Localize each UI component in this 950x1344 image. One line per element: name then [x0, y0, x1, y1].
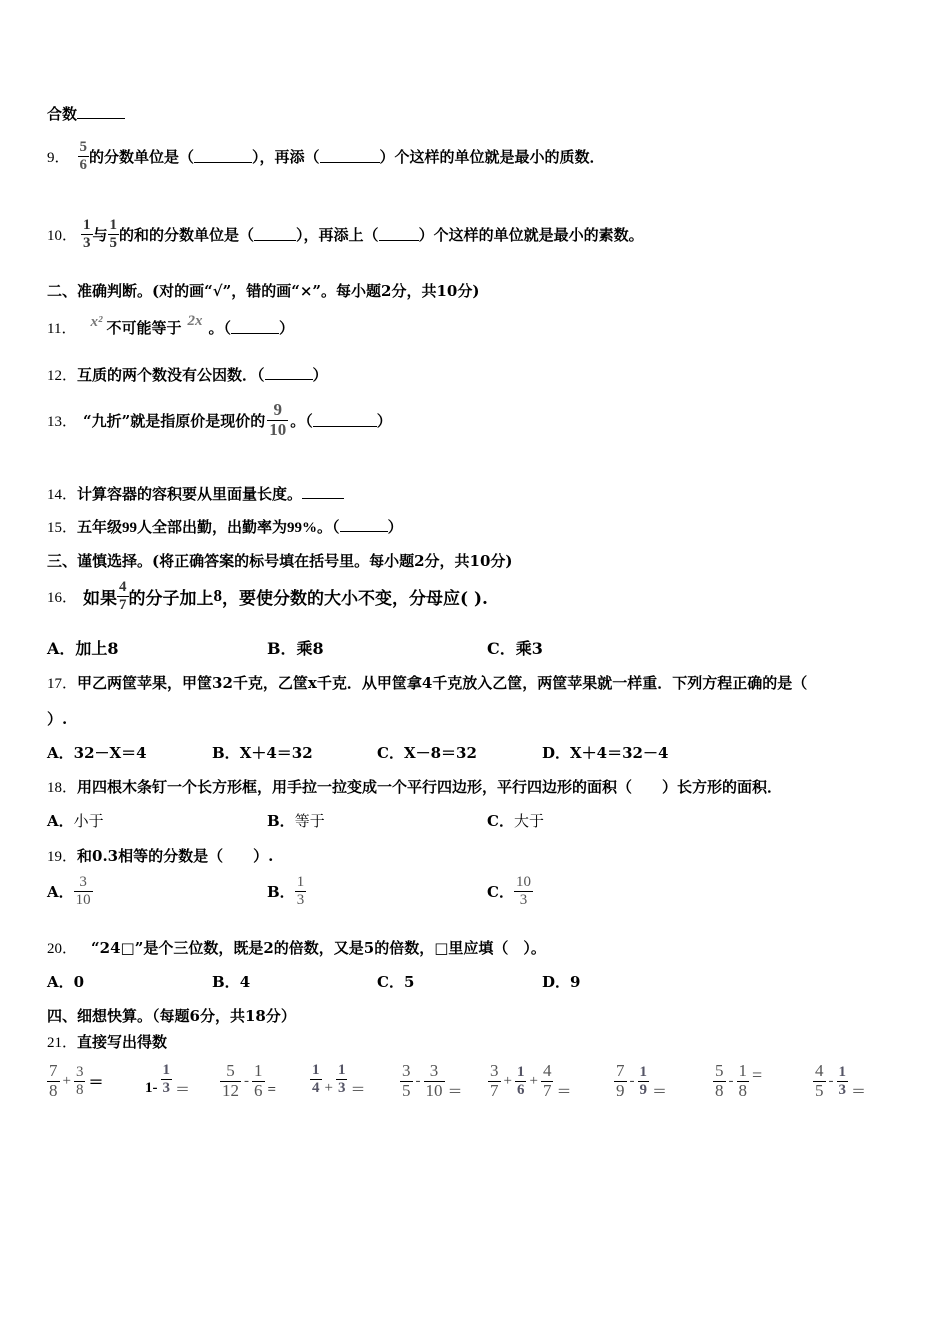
fraction-10-3	[514, 874, 533, 908]
equals-sign: ＝	[447, 1083, 463, 1100]
denominator: 3	[162, 1079, 170, 1096]
q12-text: 互质的两个数没有公因数．（	[77, 366, 265, 384]
fraction	[813, 1062, 826, 1100]
option-label: D．	[542, 744, 571, 762]
fraction-9-10	[267, 401, 288, 439]
option-c[interactable]	[377, 742, 477, 763]
numerator: 1	[639, 1064, 647, 1081]
option-value: 等于	[294, 812, 325, 830]
fraction-1-5	[108, 217, 120, 251]
question-21	[47, 1031, 167, 1052]
option-c[interactable]	[487, 810, 544, 831]
answer-blank[interactable]	[320, 149, 380, 164]
q10-mid: 与	[92, 225, 108, 244]
q16-text-1: 如果	[83, 588, 118, 609]
option-label: B．	[267, 882, 295, 901]
question-number: 20．	[47, 941, 78, 957]
option-label: B．	[212, 744, 240, 762]
equals-sign: ＝	[88, 1074, 104, 1091]
question-15	[47, 516, 403, 537]
q19-text: 和0.3相等的分数是（ ）.	[77, 847, 274, 865]
denominator: 12	[222, 1080, 239, 1100]
q17-line-1: 甲乙两筐苹果，甲筐32千克，乙筐x千克．从甲筐拿4千克放入乙筐，两筐苹果就一样重．下列方程正确的是（	[77, 674, 808, 692]
fraction	[488, 1062, 501, 1100]
expression-x-squared: x²	[90, 313, 103, 330]
equals-sign: ＝	[851, 1083, 867, 1100]
q10-text-1: 的和的分数单位是（	[119, 225, 255, 244]
option-value: 4	[239, 973, 251, 991]
option-value: 32－X＝4	[73, 744, 147, 762]
numerator: 1	[516, 1064, 525, 1081]
q15-text-1: 五年级	[77, 518, 123, 536]
q13-text-1: “九折”就是指原价是现价的	[83, 411, 266, 430]
answer-blank[interactable]	[302, 485, 344, 500]
option-value: 9	[570, 973, 581, 991]
option-value: X＋4＝32－4	[570, 744, 669, 762]
option-c[interactable]	[487, 636, 543, 659]
calc-item-6	[488, 1062, 571, 1100]
option-b[interactable]	[267, 870, 306, 912]
calc-item-5	[400, 1062, 463, 1100]
answer-blank[interactable]	[77, 105, 125, 120]
numerator: 5	[226, 1061, 235, 1080]
numerator: 7	[616, 1061, 625, 1080]
expression-2x: 2x	[187, 312, 203, 329]
section-4-heading: 四、细想快算。（每题6分，共18分）	[47, 1007, 296, 1025]
q13-text-2: 。（	[290, 411, 313, 430]
fraction	[336, 1062, 348, 1096]
option-label: D．	[542, 973, 571, 991]
numerator: 4	[815, 1061, 824, 1080]
option-label: C．	[377, 973, 404, 991]
operator: -	[828, 1072, 834, 1089]
q15-percent: 99%	[287, 520, 318, 536]
q15-text-3: 。（	[317, 518, 340, 536]
section-2-heading: 二、准确判断。(对的画“√”，错的画“×”。每小题2分，共10分)	[47, 282, 480, 300]
q11-text-1: 不可能等于	[106, 318, 182, 337]
option-b[interactable]	[212, 742, 313, 763]
equals-sign: =	[752, 1064, 763, 1085]
fraction-4-7	[117, 579, 129, 613]
operator: -	[415, 1072, 421, 1089]
denominator: 10	[75, 891, 91, 908]
q9-text-2: ），再添（	[252, 147, 320, 166]
numerator: 1	[162, 1062, 170, 1078]
denominator: 6	[254, 1080, 263, 1100]
option-value: X－8＝32	[403, 744, 477, 762]
denominator: 4	[312, 1079, 320, 1096]
question-13	[47, 396, 392, 444]
calc-item-2	[145, 1062, 190, 1096]
fraction	[161, 1062, 173, 1096]
option-label: C．	[487, 882, 514, 901]
numerator: 3	[429, 1061, 439, 1080]
denominator: 8	[75, 1081, 84, 1098]
fraction-3-10	[74, 874, 93, 908]
fraction	[713, 1062, 726, 1100]
fraction	[541, 1062, 554, 1100]
denominator: 3	[83, 234, 91, 251]
q16-text-3: ，要使分数的大小不变，分母应( ).	[222, 588, 488, 609]
calc-item-9	[813, 1062, 866, 1100]
numerator: 3	[79, 874, 87, 890]
numerator: 7	[49, 1061, 58, 1080]
option-a[interactable]	[47, 810, 104, 831]
fraction-5-6	[78, 139, 90, 173]
denominator: 6	[79, 156, 88, 173]
numerator: 4	[542, 1061, 552, 1080]
answer-blank[interactable]	[231, 320, 279, 335]
option-d[interactable]	[542, 742, 668, 763]
question-18	[47, 776, 782, 797]
question-number: 15．	[47, 520, 78, 536]
question-number: 19．	[47, 849, 78, 865]
option-a[interactable]	[47, 636, 119, 659]
question-19	[47, 845, 273, 866]
calc-item-4	[310, 1062, 365, 1096]
option-label: A．	[47, 812, 74, 830]
numerator: 3	[490, 1061, 499, 1080]
option-label: A．	[47, 882, 74, 901]
fraction	[424, 1062, 445, 1100]
question-number: 14．	[47, 487, 78, 503]
q15-number: 99	[122, 520, 138, 536]
option-c[interactable]	[487, 870, 533, 912]
option-value: 乘8	[296, 639, 324, 658]
question-17	[47, 672, 807, 693]
option-label: C．	[487, 639, 516, 658]
option-a[interactable]	[47, 870, 93, 912]
option-value: 大于	[513, 812, 544, 830]
q13-text-3: ）	[376, 411, 392, 430]
denominator: 5	[109, 234, 118, 251]
q9-text-1: 的分数单位是（	[89, 147, 195, 166]
answer-blank[interactable]	[265, 366, 313, 381]
denominator: 5	[402, 1080, 411, 1100]
question-number: 13．	[47, 413, 78, 430]
question-number: 10．	[47, 227, 78, 244]
option-value: 5	[403, 973, 415, 991]
equals-sign: ＝	[350, 1081, 366, 1098]
fraction	[47, 1062, 60, 1100]
fraction	[638, 1064, 650, 1098]
option-value: 0	[73, 973, 85, 991]
q11-text-3: ）	[278, 318, 294, 337]
fraction	[220, 1062, 241, 1100]
option-b[interactable]	[212, 971, 250, 992]
fraction	[74, 1064, 86, 1098]
operator: -	[629, 1072, 635, 1089]
denominator: 7	[490, 1080, 499, 1100]
denominator: 3	[838, 1081, 846, 1098]
answer-blank[interactable]	[379, 227, 419, 242]
question-number: 9．	[47, 149, 70, 166]
denominator: 3	[296, 891, 305, 908]
q15-text-2: 人全部出勤，出勤率为	[137, 518, 288, 536]
numerator: 1	[109, 217, 118, 233]
denominator: 8	[49, 1080, 58, 1100]
fraction-1-3	[81, 217, 93, 251]
q8-tail	[47, 103, 125, 124]
q16-text-2: 的分子加上	[128, 588, 214, 609]
denominator: 10	[269, 419, 287, 439]
option-value: 乘3	[515, 639, 543, 658]
option-label: B．	[212, 973, 240, 991]
section-3-heading: 三、谨慎选择。(将正确答案的标号填在括号里。每小题2分，共10分)	[47, 552, 513, 570]
equals-sign: ＝	[652, 1083, 668, 1100]
fraction	[837, 1064, 849, 1098]
question-16	[47, 570, 488, 622]
numerator: 5	[79, 139, 88, 155]
q10-text-3: ）个这样的单位就是最小的素数。	[418, 225, 644, 244]
option-label: C．	[487, 812, 514, 830]
denominator: 8	[738, 1080, 747, 1100]
q20-text: “24□”是个三位数，既是2的倍数，又是5的倍数，□里应填（ ）。	[91, 939, 546, 957]
question-number: 11．	[47, 320, 77, 337]
q21-text: 直接写出得数	[77, 1033, 168, 1051]
answer-blank[interactable]	[340, 518, 388, 533]
numerator: 3	[402, 1061, 411, 1080]
calc-item-7	[614, 1062, 667, 1100]
operator: +	[62, 1072, 71, 1089]
option-label: A．	[47, 744, 74, 762]
question-number: 16．	[47, 589, 78, 606]
question-17-line-2: ）.	[47, 710, 68, 728]
equals-sign: ＝	[556, 1083, 572, 1100]
denominator: 8	[715, 1080, 724, 1100]
q16-number: 8	[213, 586, 223, 605]
equals-sign: ＝	[175, 1081, 191, 1098]
option-label: C．	[377, 744, 404, 762]
numerator: 4	[119, 579, 127, 595]
option-c[interactable]	[377, 971, 414, 992]
equals-sign: =	[267, 1081, 276, 1098]
option-label: B．	[267, 812, 295, 830]
question-9	[47, 136, 605, 176]
numerator: 1	[738, 1061, 747, 1080]
question-12	[47, 364, 328, 385]
option-a[interactable]	[47, 971, 84, 992]
calc-item-3	[220, 1062, 276, 1100]
option-b[interactable]	[267, 810, 325, 831]
fraction-1-3	[295, 874, 307, 908]
denominator: 7	[119, 596, 127, 613]
denominator: 5	[815, 1080, 824, 1100]
q14-text: 计算容器的容积要从里面量长度。	[77, 485, 303, 503]
question-number: 21．	[47, 1035, 78, 1051]
numerator: 5	[715, 1061, 724, 1080]
q12-text-2: ）	[312, 366, 328, 384]
numerator: 10	[515, 874, 531, 890]
numerator: 1	[312, 1062, 320, 1078]
fraction	[515, 1064, 527, 1098]
denominator: 6	[516, 1081, 525, 1098]
numerator: 1	[254, 1061, 263, 1080]
denominator: 10	[425, 1080, 443, 1100]
operator: +	[503, 1072, 512, 1089]
option-value: 小于	[73, 812, 104, 830]
numerator: 3	[75, 1064, 84, 1081]
question-14	[47, 483, 344, 504]
numerator: 1	[337, 1062, 346, 1078]
option-value: X＋4＝32	[239, 744, 313, 762]
operator: -	[244, 1072, 249, 1089]
denominator: 3	[519, 891, 528, 908]
question-11	[47, 312, 294, 342]
option-d[interactable]	[542, 971, 580, 992]
answer-blank[interactable]	[194, 149, 252, 164]
question-number: 17．	[47, 676, 78, 692]
numerator: 1	[838, 1064, 846, 1081]
option-label: B．	[267, 639, 297, 658]
question-20	[47, 937, 546, 958]
operator: +	[324, 1079, 333, 1096]
denominator: 9	[639, 1081, 647, 1098]
numerator: 1	[83, 217, 91, 233]
q15-text-4: ）	[387, 518, 403, 536]
fraction	[400, 1062, 413, 1100]
numerator: 1	[296, 874, 305, 890]
question-10	[47, 214, 644, 254]
q8-tail-text: 合数	[47, 105, 78, 123]
denominator: 9	[616, 1080, 625, 1100]
lead-term: 1-	[145, 1079, 158, 1096]
q10-text-2: ），再添上（	[296, 225, 379, 244]
answer-blank[interactable]	[254, 227, 296, 242]
option-a[interactable]	[47, 742, 147, 763]
option-label: A．	[47, 639, 76, 658]
denominator: 3	[337, 1079, 346, 1096]
option-value: 加上8	[75, 639, 119, 658]
numerator: 9	[273, 399, 283, 419]
question-number: 18．	[47, 780, 78, 796]
calc-item-1	[47, 1062, 103, 1100]
fraction	[252, 1062, 265, 1100]
operator: +	[529, 1072, 538, 1089]
fraction	[614, 1062, 627, 1100]
fraction	[310, 1062, 322, 1096]
fraction	[737, 1062, 750, 1100]
option-b[interactable]	[267, 636, 324, 659]
operator: -	[728, 1072, 734, 1089]
answer-blank[interactable]	[313, 413, 377, 428]
q9-text-3: ）个这样的单位就是最小的质数．	[379, 147, 605, 166]
calc-item-8	[713, 1062, 762, 1100]
q11-text-2: 。（	[208, 318, 231, 337]
question-number: 12．	[47, 368, 78, 384]
q18-text: 用四根木条钉一个长方形框，用手拉一拉变成一个平行四边形，平行四边形的面积（ ）长方形的面积．	[77, 778, 783, 796]
denominator: 7	[542, 1080, 552, 1100]
option-label: A．	[47, 973, 74, 991]
